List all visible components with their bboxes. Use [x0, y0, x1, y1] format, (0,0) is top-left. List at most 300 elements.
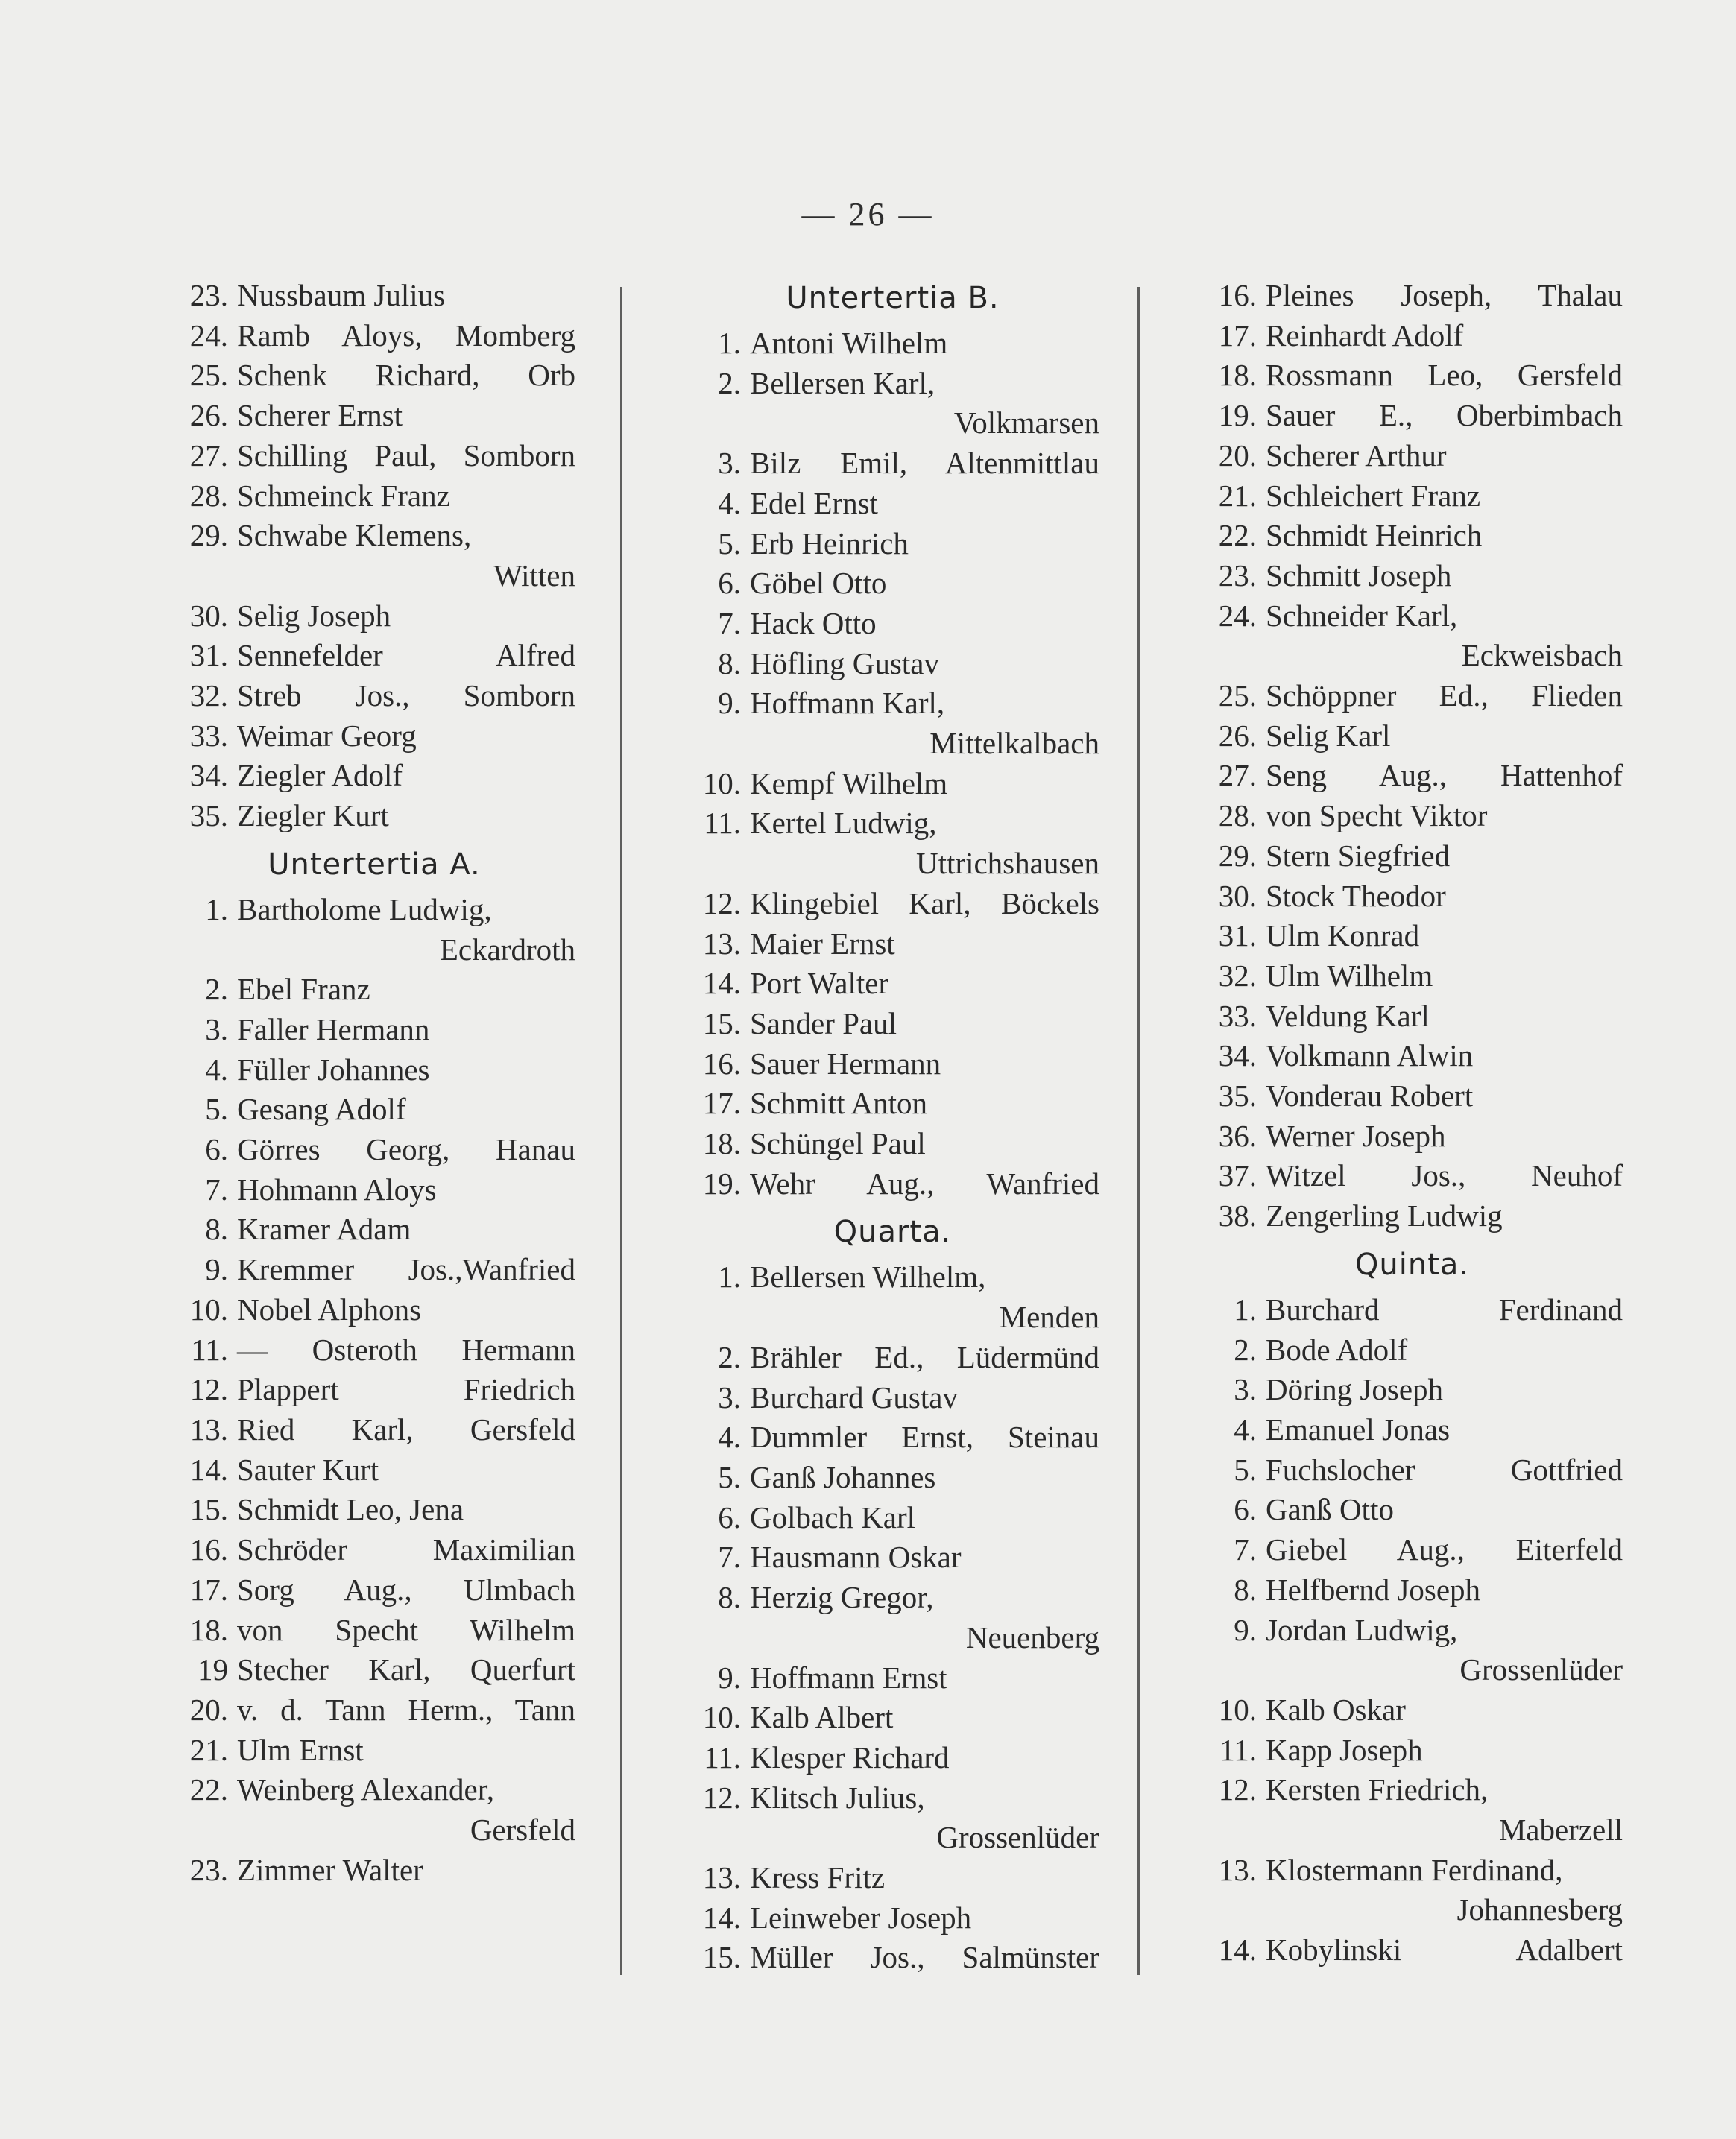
entry-number: 12.: [702, 1780, 741, 1815]
list-item: [1202, 1611, 1623, 1651]
entry-name: Seng Aug., Hattenhof: [1266, 758, 1623, 793]
list-item: [1202, 916, 1623, 956]
entry-number: 7.: [718, 605, 741, 640]
list-item: [686, 1458, 1099, 1498]
list-item: [1202, 1851, 1623, 1891]
entry-place: Volkmarsen: [953, 405, 1099, 440]
entry-number: 33.: [189, 718, 228, 753]
entry-number: 32.: [1218, 958, 1257, 993]
entry-name: Schenk Richard, Orb: [237, 358, 575, 393]
entry-number: 5.: [718, 525, 741, 560]
entry-number: 10.: [702, 765, 741, 800]
entry-number: 17.: [702, 1086, 741, 1121]
entry-name: von Specht Viktor: [1266, 798, 1488, 833]
entry-name: Schneider Karl,: [1266, 598, 1458, 633]
list-item: [1202, 1690, 1623, 1731]
entry-name: Ganß Johannes: [750, 1459, 936, 1494]
list-item: [686, 1004, 1099, 1044]
entry-name: Ulm Ernst: [237, 1732, 364, 1767]
entry-number: 18.: [1218, 358, 1257, 393]
list-item: [1202, 716, 1623, 756]
list-item: [173, 890, 575, 930]
entry-number: 7.: [205, 1172, 228, 1207]
list-item: [686, 1658, 1099, 1699]
entry-number: 33.: [1218, 998, 1257, 1033]
entry-name: von Specht Wilhelm: [237, 1612, 575, 1647]
entry-name: Bellersen Wilhelm,: [750, 1260, 986, 1295]
list-item: [1202, 1370, 1623, 1410]
entry-name: Sauer E., Oberbimbach: [1266, 398, 1623, 433]
list-item: [1202, 676, 1623, 716]
list-item: [686, 1578, 1099, 1618]
entry-name: Schmitt Joseph: [1266, 557, 1452, 593]
entry-number: 35.: [1218, 1078, 1257, 1113]
entry-name: Schwabe Klemens,: [237, 518, 472, 553]
list-item: [1202, 396, 1623, 436]
entry-name: Pleines Joseph, Thalau: [1266, 278, 1623, 312]
entry-name: Kapp Joseph: [1266, 1732, 1423, 1767]
entry-number: 3.: [718, 446, 741, 481]
list-item: [686, 924, 1099, 964]
entry-name: Port Walter: [750, 966, 889, 1001]
entry-name: Dummler Ernst, Steinau: [750, 1420, 1099, 1455]
entry-number: 9.: [205, 1252, 228, 1287]
entry-number: 3.: [205, 1011, 228, 1046]
entry-name: Göbel Otto: [750, 566, 887, 601]
entry-number: 29.: [1218, 838, 1257, 873]
list-item: [173, 1770, 575, 1810]
entry-name: Hoffmann Karl,: [750, 686, 945, 721]
entry-number: 1.: [718, 326, 741, 360]
entry-number: 1.: [718, 1260, 741, 1295]
entry-number: 10.: [1218, 1692, 1257, 1727]
entry-name: — Osteroth Hermann: [237, 1332, 575, 1367]
entry-name: Sennefelder Alfred: [237, 638, 575, 673]
entry-name: Weimar Georg: [237, 718, 417, 753]
list-item: [1202, 1490, 1623, 1530]
list-item: [173, 1050, 575, 1090]
entry-number: 15.: [702, 1940, 741, 1975]
entry-name: Schmidt Leo, Jena: [237, 1492, 464, 1527]
entry-number: 7.: [718, 1540, 741, 1575]
entry-number: 10.: [189, 1292, 228, 1327]
entry-number: 6.: [205, 1132, 228, 1167]
list-item: [686, 323, 1099, 364]
entry-number: 34.: [189, 758, 228, 793]
list-item: [686, 364, 1099, 404]
list-item: [686, 1084, 1099, 1124]
list-item: [686, 524, 1099, 564]
list-item: [1202, 356, 1623, 396]
entry-number: 37.: [1218, 1158, 1257, 1193]
entry-name: Scherer Arthur: [1266, 437, 1447, 473]
entry-name: Rossmann Leo, Gersfeld: [1266, 358, 1623, 393]
entry-number: 13.: [1218, 1852, 1257, 1887]
list-item: [686, 964, 1099, 1004]
list-item: [1202, 1731, 1623, 1771]
entry-number: 5.: [205, 1092, 228, 1127]
entry-number: 15.: [189, 1492, 228, 1527]
entry-name: Höfling Gustav: [750, 645, 939, 680]
entry-name: Ganß Otto: [1266, 1492, 1394, 1527]
entry-number: 31.: [1218, 918, 1257, 953]
entry-name: Stern Siegfried: [1266, 838, 1451, 873]
list-item: [173, 756, 575, 796]
entry-number: 4.: [718, 1420, 741, 1455]
entry-name: Ebel Franz: [237, 972, 370, 1007]
list-item: [686, 1418, 1099, 1458]
list-item: [173, 276, 575, 316]
list-item: [686, 1738, 1099, 1778]
entry-name: Schöppner Ed., Flieden: [1266, 678, 1623, 713]
entry-number: 19.: [1218, 398, 1257, 433]
list-item: [1202, 1450, 1623, 1491]
entry-name: Ramb Aloys, Momberg: [237, 317, 575, 353]
list-item: [173, 1570, 575, 1611]
entry-number: 12.: [702, 885, 741, 920]
entry-number: 28.: [1218, 798, 1257, 833]
list-item: [1202, 756, 1623, 796]
list-item: [173, 516, 575, 556]
entry-name: Klostermann Ferdinand,: [1266, 1852, 1563, 1887]
entry-name: Nobel Alphons: [237, 1292, 422, 1327]
entry-name: Gesang Adolf: [237, 1092, 406, 1127]
entry-place: Gersfeld: [470, 1813, 575, 1848]
entry-name: Hoffmann Ernst: [750, 1660, 947, 1695]
entry-number: 25.: [189, 358, 228, 393]
entry-number: 23.: [189, 278, 228, 312]
list-item: [173, 1170, 575, 1210]
entry-name: Kempf Wilhelm: [750, 765, 948, 800]
entry-name: Schilling Paul, Somborn: [237, 437, 575, 473]
class-heading: Quinta.: [1354, 1247, 1470, 1282]
entry-name: Plappert Friedrich: [237, 1372, 575, 1407]
entry-name: Nussbaum Julius: [237, 278, 446, 312]
entry-name: Scherer Ernst: [237, 398, 403, 433]
entry-number: 23.: [1218, 557, 1257, 593]
list-item: [686, 604, 1099, 644]
entry-name: Zengerling Ludwig: [1266, 1198, 1503, 1233]
entry-number: 24.: [1218, 598, 1257, 633]
list-item: [1202, 1930, 1623, 1971]
entry-number: 22.: [1218, 518, 1257, 553]
list-item: [686, 1898, 1099, 1939]
entry-number: 10.: [702, 1700, 741, 1735]
list-item: [1202, 316, 1623, 356]
entry-name: Helfbernd Joseph: [1266, 1572, 1481, 1607]
entry-number: 2.: [1234, 1332, 1257, 1367]
entry-number: 6.: [1234, 1492, 1257, 1527]
entry-name: Faller Hermann: [237, 1011, 430, 1046]
entry-place: Witten: [493, 557, 575, 593]
entry-number: 25.: [1218, 678, 1257, 713]
entry-name: Volkmann Alwin: [1266, 1038, 1474, 1073]
entry-number: 19.: [702, 1166, 741, 1201]
list-item: [173, 316, 575, 356]
list-item: [686, 1124, 1099, 1164]
list-item: [173, 636, 575, 676]
list-item: [173, 1450, 575, 1491]
class-heading: Quarta.: [833, 1215, 952, 1250]
entry-number: 16.: [1218, 278, 1257, 312]
entry-name: Jordan Ludwig,: [1266, 1612, 1458, 1647]
entry-number: 8.: [718, 645, 741, 680]
entry-place: Neuenberg: [965, 1620, 1099, 1655]
entry-name: Reinhardt Adolf: [1266, 317, 1464, 353]
entry-name: Wehr Aug., Wanfried: [750, 1166, 1099, 1201]
entry-name: Burchard Gustav: [750, 1380, 958, 1415]
entry-name: v. d. Tann Herm., Tann: [237, 1692, 575, 1727]
entry-number: 7.: [1234, 1532, 1257, 1567]
column-left: [173, 276, 575, 1890]
entry-number: 26.: [1218, 718, 1257, 753]
list-item: [173, 1290, 575, 1330]
entry-name: Hausmann Oskar: [750, 1540, 962, 1575]
entry-name: Kress Fritz: [750, 1860, 886, 1895]
entry-number: 31.: [189, 638, 228, 673]
entry-number: 8.: [718, 1580, 741, 1615]
entry-name: Ziegler Kurt: [237, 798, 389, 833]
list-item: [1202, 876, 1623, 917]
list-item: [1202, 1330, 1623, 1371]
entry-number: 16.: [702, 1046, 741, 1081]
entry-number: 5.: [718, 1459, 741, 1494]
entry-number: 11.: [704, 1740, 741, 1775]
list-item: [173, 1690, 575, 1731]
list-item: [1202, 516, 1623, 556]
entry-number: 8.: [205, 1212, 228, 1247]
list-item: [686, 803, 1099, 844]
list-item: [173, 1210, 575, 1250]
entry-name: Ried Karl, Gersfeld: [237, 1412, 575, 1447]
entry-name: Herzig Gregor,: [750, 1580, 934, 1615]
entry-number: 11.: [191, 1332, 228, 1367]
list-item: [686, 1338, 1099, 1378]
entry-number: 11.: [704, 806, 741, 841]
entry-number: 3.: [718, 1380, 741, 1415]
list-item: [173, 1490, 575, 1530]
entry-place: Grossenlüder: [936, 1820, 1099, 1855]
entry-name: Schmitt Anton: [750, 1086, 928, 1121]
entry-place: Johannesberg: [1456, 1892, 1623, 1927]
entry-name: Kertel Ludwig,: [750, 806, 937, 841]
entry-number: 1.: [205, 891, 228, 926]
list-item: [1202, 956, 1623, 996]
entry-number: 17.: [189, 1572, 228, 1607]
list-item: [1202, 796, 1623, 836]
entry-number: 13.: [702, 1860, 741, 1895]
entry-number: 1.: [1234, 1292, 1257, 1327]
list-item: [173, 596, 575, 636]
entry-name: Döring Joseph: [1266, 1372, 1444, 1407]
list-item: [173, 796, 575, 836]
entry-number: 35.: [189, 798, 228, 833]
entry-name: Werner Joseph: [1266, 1118, 1446, 1153]
entry-place: Grossenlüder: [1459, 1652, 1623, 1687]
entry-number: 5.: [1234, 1452, 1257, 1487]
entry-name: Sauer Hermann: [750, 1046, 941, 1081]
entry-name: Schröder Maximilian: [237, 1532, 575, 1567]
entry-number: 17.: [1218, 317, 1257, 353]
list-item: [686, 563, 1099, 604]
list-item: [173, 396, 575, 436]
entry-place: Eckweisbach: [1461, 638, 1623, 673]
column-divider-left: [620, 287, 622, 1975]
entry-name: Schleichert Franz: [1266, 478, 1481, 513]
entry-place: Uttrichshausen: [916, 846, 1099, 881]
entry-number: 6.: [718, 566, 741, 601]
entry-number: 24.: [189, 317, 228, 353]
entry-name: Maier Ernst: [750, 926, 895, 961]
entry-name: Edel Ernst: [750, 485, 878, 520]
list-item: [1202, 1116, 1623, 1157]
entry-number: 8.: [1234, 1572, 1257, 1607]
entry-number: 21.: [189, 1732, 228, 1767]
entry-name: Hack Otto: [750, 605, 877, 640]
list-item: [1202, 1290, 1623, 1330]
list-item: [1202, 596, 1623, 636]
entry-name: Schmeinck Franz: [237, 478, 450, 513]
list-item: [173, 1611, 575, 1651]
list-item: [173, 1370, 575, 1410]
list-item: [173, 1130, 575, 1170]
entry-number: 14.: [702, 1900, 741, 1935]
page-number: — 26 —: [801, 196, 935, 233]
entry-number: 9.: [718, 1660, 741, 1695]
entry-number: 22.: [189, 1772, 228, 1807]
entry-number: 3.: [1234, 1372, 1257, 1407]
entry-name: Kalb Oskar: [1266, 1692, 1406, 1727]
entry-name: Erb Heinrich: [750, 525, 909, 560]
entry-number: 2.: [718, 365, 741, 400]
entry-name: Bartholome Ludwig,: [237, 891, 492, 926]
entry-number: 27.: [189, 437, 228, 473]
list-item: [1202, 1770, 1623, 1810]
list-item: [686, 683, 1099, 724]
entry-number: 4.: [205, 1052, 228, 1087]
entry-place: Maberzell: [1498, 1813, 1623, 1848]
entry-number: 18.: [189, 1612, 228, 1647]
entry-number: 19: [198, 1652, 228, 1687]
entry-name: Burchard Ferdinand: [1266, 1292, 1623, 1327]
entry-name: Sander Paul: [750, 1005, 897, 1040]
column-right: [1202, 276, 1623, 1971]
list-item: [173, 436, 575, 476]
entry-name: Leinweber Joseph: [750, 1900, 972, 1935]
entry-name: Sauter Kurt: [237, 1452, 379, 1487]
entry-number: 13.: [702, 926, 741, 961]
entry-number: 30.: [189, 598, 228, 633]
entry-name: Stecher Karl, Querfurt: [237, 1652, 575, 1687]
list-item: [686, 1164, 1099, 1204]
entry-name: Hohmann Aloys: [237, 1172, 437, 1207]
list-item: [173, 1650, 575, 1690]
list-item: [1202, 1196, 1623, 1236]
entry-number: 28.: [189, 478, 228, 513]
entry-number: 6.: [718, 1500, 741, 1535]
list-item: [1202, 436, 1623, 476]
column-middle: [686, 276, 1099, 1978]
entry-name: Bilz Emil, Altenmittlau: [750, 446, 1099, 481]
entry-number: 23.: [189, 1852, 228, 1887]
entry-name: Brähler Ed., Lüdermünd: [750, 1339, 1099, 1374]
class-heading: Untertertia B.: [786, 281, 1000, 315]
entry-number: 14.: [189, 1452, 228, 1487]
entry-name: Füller Johannes: [237, 1052, 430, 1087]
list-item: [686, 1498, 1099, 1538]
entry-number: 20.: [1218, 437, 1257, 473]
list-item: [686, 1938, 1099, 1978]
entry-number: 30.: [1218, 878, 1257, 913]
list-item: [686, 1538, 1099, 1578]
entry-number: 26.: [189, 398, 228, 433]
list-item: [1202, 1570, 1623, 1611]
list-item: [173, 1731, 575, 1771]
entry-name: Golbach Karl: [750, 1500, 915, 1535]
list-item: [686, 484, 1099, 524]
list-item: [173, 1330, 575, 1371]
list-item: [686, 884, 1099, 924]
entry-number: 9.: [718, 686, 741, 721]
list-item: [686, 1257, 1099, 1298]
entry-name: Antoni Wilhelm: [750, 326, 948, 360]
list-item: [1202, 1530, 1623, 1570]
entry-name: Selig Karl: [1266, 718, 1391, 753]
list-item: [173, 676, 575, 716]
entry-number: 27.: [1218, 758, 1257, 793]
entry-number: 2.: [205, 972, 228, 1007]
entry-number: 12.: [1218, 1772, 1257, 1807]
list-item: [1202, 836, 1623, 876]
list-item: [686, 1698, 1099, 1738]
entry-name: Schmidt Heinrich: [1266, 518, 1483, 553]
entry-number: 9.: [1234, 1612, 1257, 1647]
entry-number: 34.: [1218, 1038, 1257, 1073]
entry-name: Zimmer Walter: [237, 1852, 423, 1887]
list-item: [173, 1010, 575, 1050]
list-item: [1202, 1410, 1623, 1450]
entry-number: 11.: [1219, 1732, 1257, 1767]
list-item: [173, 1090, 575, 1130]
entry-number: 15.: [702, 1005, 741, 1040]
entry-name: Klitsch Julius,: [750, 1780, 925, 1815]
entry-name: Ulm Wilhelm: [1266, 958, 1433, 993]
entry-name: Schüngel Paul: [750, 1126, 926, 1161]
entry-name: Klesper Richard: [750, 1740, 950, 1775]
entry-number: 18.: [702, 1126, 741, 1161]
entry-number: 13.: [189, 1412, 228, 1447]
list-item: [173, 476, 575, 516]
entry-name: Weinberg Alexander,: [237, 1772, 494, 1807]
entry-number: 29.: [189, 518, 228, 553]
list-item: [686, 764, 1099, 804]
entry-number: 14.: [1218, 1933, 1257, 1968]
entry-name: Sorg Aug., Ulmbach: [237, 1572, 575, 1607]
entry-number: 14.: [702, 966, 741, 1001]
class-heading: Untertertia A.: [268, 847, 481, 882]
list-item: [173, 1250, 575, 1290]
entry-name: Kobylinski Adalbert: [1266, 1933, 1623, 1968]
entry-name: Müller Jos., Salmünster: [750, 1940, 1099, 1975]
entry-number: 20.: [189, 1692, 228, 1727]
entry-name: Kremmer Jos.,Wanfried: [237, 1252, 575, 1287]
entry-name: Kramer Adam: [237, 1212, 411, 1247]
entry-name: Witzel Jos., Neuhof: [1266, 1158, 1623, 1193]
entry-name: Kalb Albert: [750, 1700, 894, 1735]
list-item: [173, 1530, 575, 1570]
entry-name: Bellersen Karl,: [750, 365, 935, 400]
list-item: [173, 716, 575, 756]
